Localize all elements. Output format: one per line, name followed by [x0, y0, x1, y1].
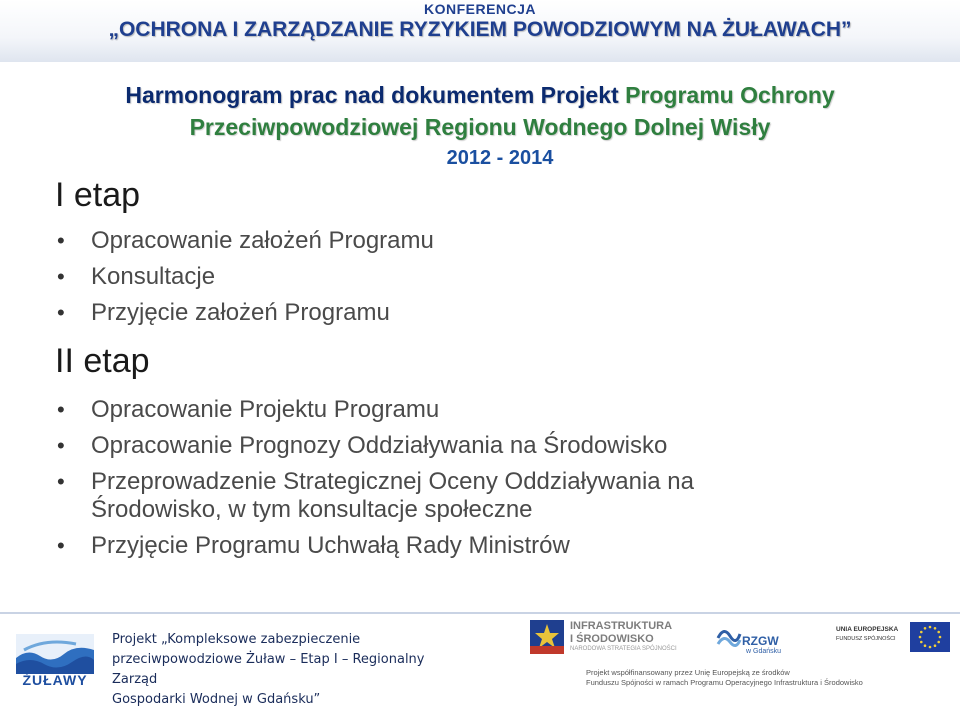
is-logo-line1: INFRASTRUKTURA	[570, 620, 673, 632]
list-item-continuation	[55, 496, 694, 524]
eu-logo-line2: FUNDUSZ SPÓJNOŚCI	[836, 636, 896, 642]
slide-title-part1: Harmonogram prac nad dokumentem Projekt	[125, 82, 619, 108]
rzgw-wave-icon	[716, 620, 742, 650]
stage1-heading: I etap	[55, 176, 141, 214]
eu-logo-line1: UNIA EUROPEJSKA	[836, 626, 899, 633]
stage1-list	[55, 227, 434, 335]
list-item	[55, 227, 434, 255]
slide-title-line1	[0, 82, 960, 109]
conference-title: „OCHRONA I ZARZĄDZANIE RYZYKIEM POWODZIOWYM NA ŻUŁAWACH”	[108, 18, 852, 41]
cofinancing-note	[586, 668, 954, 688]
list-item-text: Konsultacje	[91, 263, 216, 290]
bullet-icon: •	[57, 433, 65, 458]
list-item	[55, 432, 694, 460]
zulawy-logo-text: ŻUŁAWY	[22, 672, 88, 688]
is-logo-sub: NARODOWA STRATEGIA SPÓJNOŚCI	[570, 646, 677, 652]
list-item-text: Opracowanie założeń Programu	[91, 227, 434, 254]
cofinancing-line: Funduszu Spójności w ramach Programu Operacyjnego Infrastruktura i Środowisko	[586, 678, 863, 687]
project-line: Projekt „Kompleksowe zabezpieczenie	[112, 632, 361, 647]
bullet-icon: •	[57, 228, 65, 253]
slide-title-part2: Programu Ochrony	[625, 82, 835, 108]
rzgw-logo-sub: w Gdańsku	[746, 648, 782, 655]
slide-years: 2012 - 2014	[446, 147, 554, 169]
bullet-icon: •	[57, 397, 65, 422]
slide-title-line2: Przeciwpowodziowej Regionu Wodnego Dolnej Wisły	[189, 114, 771, 140]
zulawy-wave-icon	[16, 634, 94, 674]
eu-flag-icon	[910, 622, 950, 652]
list-item	[55, 532, 694, 560]
stage2-list	[55, 396, 694, 568]
list-item-text: Przyjęcie założeń Programu	[91, 299, 390, 326]
is-logo-text	[570, 620, 672, 646]
list-item-text: Przyjęcie Programu Uchwałą Rady Ministrów	[91, 532, 570, 559]
zulawy-logo	[16, 634, 94, 688]
footer	[0, 612, 960, 707]
project-line: Gospodarki Wodnej w Gdańsku”	[112, 692, 321, 707]
rzgw-logo-text: RZGW	[742, 634, 779, 648]
eu-logo	[836, 620, 952, 656]
conference-header	[0, 0, 960, 62]
project-line: przeciwpowodziowe Żuław – Etap I – Regionalny Zarząd	[112, 652, 425, 687]
list-item	[55, 396, 694, 424]
infrastruktura-srodowisko-logo	[528, 618, 688, 658]
cofinancing-line: Projekt współfinansowany przez Unię Europejską ze środków	[586, 668, 790, 677]
list-item	[55, 468, 694, 496]
stage2-heading: II etap	[55, 342, 150, 380]
list-item-text: Opracowanie Prognozy Oddziaływania na Środowisko	[91, 432, 668, 459]
bullet-icon: •	[57, 533, 65, 558]
list-item-text: Środowisko, w tym konsultacje społeczne	[91, 496, 533, 523]
list-item	[55, 263, 434, 291]
bullet-icon: •	[57, 264, 65, 289]
list-item-text: Opracowanie Projektu Programu	[91, 396, 440, 423]
nss-logo-icon	[528, 618, 566, 656]
conference-kicker: KONFERENCJA	[423, 1, 537, 17]
list-item-text: Przeprowadzenie Strategicznej Oceny Oddziaływania na	[91, 468, 694, 495]
footer-divider	[0, 612, 960, 614]
bullet-icon: •	[57, 469, 65, 494]
is-logo-line2: I ŚRODOWISKO	[570, 633, 654, 645]
list-item	[55, 299, 434, 327]
project-description	[112, 630, 472, 710]
rzgw-logo	[716, 620, 796, 658]
bullet-icon: •	[57, 300, 65, 325]
